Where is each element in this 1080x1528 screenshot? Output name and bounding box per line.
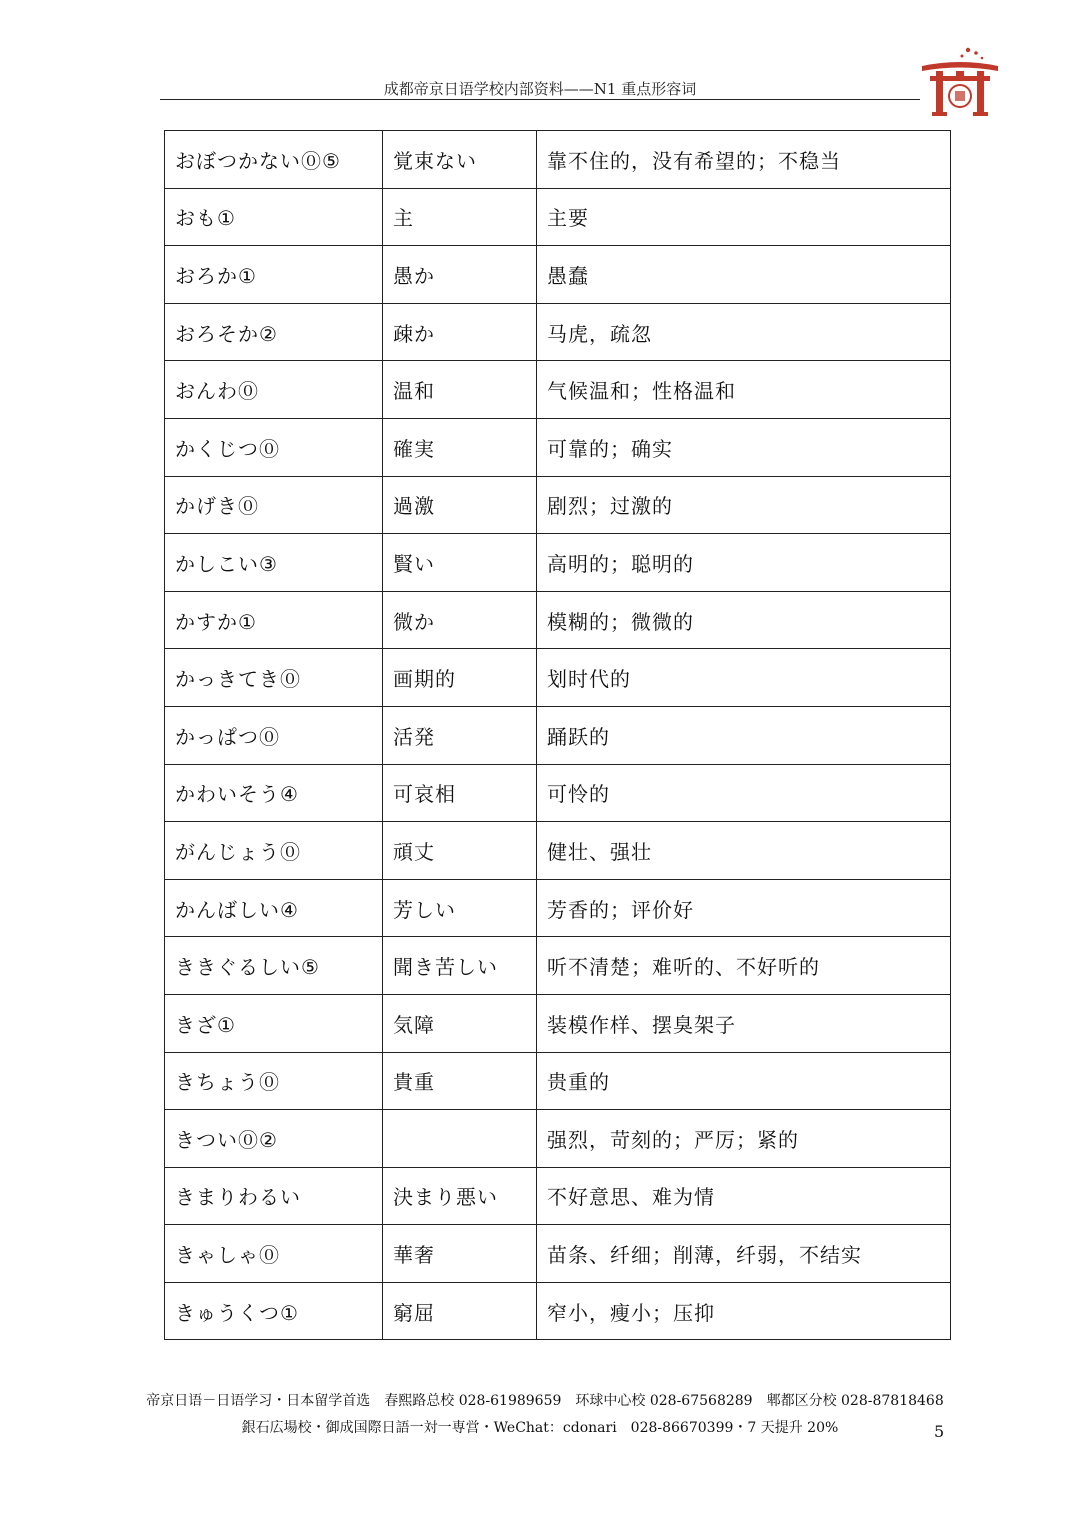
meaning-cell: 可怜的 [537, 764, 951, 822]
kanji-cell: 決まり悪い [383, 1167, 537, 1225]
header-title: 成都帝京日语学校内部资料——N1 重点形容词 [383, 80, 697, 98]
meaning-cell: 听不清楚；难听的、不好听的 [537, 937, 951, 995]
table-row [165, 591, 951, 649]
kanji-cell: 画期的 [383, 649, 537, 707]
reading-cell: かしこい③ [165, 534, 383, 592]
reading-cell: かげき⓪ [165, 476, 383, 534]
table-row [165, 649, 951, 707]
kanji-cell: 賢い [383, 534, 537, 592]
reading-cell: きつい⓪② [165, 1110, 383, 1168]
table-row [165, 1225, 951, 1283]
kanji-cell: 貴重 [383, 1052, 537, 1110]
meaning-cell: 踊跃的 [537, 706, 951, 764]
table-row [165, 937, 951, 995]
table-row [165, 534, 951, 592]
kanji-cell: 芳しい [383, 879, 537, 937]
reading-cell: かすか① [165, 591, 383, 649]
table-row [165, 476, 951, 534]
footer-contact-line: 帝京日语－日语学习・日本留学首选 春熙路总校 028-61989659 环球中心校 028-67568289 郫都区分校 028-87818468 [146, 1393, 944, 1409]
meaning-cell: 强烈，苛刻的；严厉；紧的 [537, 1110, 951, 1168]
reading-cell: かっきてき⓪ [165, 649, 383, 707]
kanji-cell: 疎か [383, 303, 537, 361]
meaning-cell: 气候温和；性格温和 [537, 361, 951, 419]
meaning-cell: 愚蠢 [537, 246, 951, 304]
meaning-cell: 贵重的 [537, 1052, 951, 1110]
meaning-cell: 模糊的；微微的 [537, 591, 951, 649]
reading-cell: かわいそう④ [165, 764, 383, 822]
table-row [165, 246, 951, 304]
meaning-cell: 不好意思、难为情 [537, 1167, 951, 1225]
table-row [165, 1167, 951, 1225]
meaning-cell: 苗条、纤细；削薄，纤弱，不结实 [537, 1225, 951, 1283]
table-row [165, 994, 951, 1052]
kanji-cell: 華奢 [383, 1225, 537, 1283]
kanji-cell: 可哀相 [383, 764, 537, 822]
kanji-cell: 主 [383, 188, 537, 246]
kanji-cell [383, 1110, 537, 1168]
table-row [165, 706, 951, 764]
meaning-cell: 剧烈；过激的 [537, 476, 951, 534]
kanji-cell: 微か [383, 591, 537, 649]
meaning-cell: 健壮、强壮 [537, 822, 951, 880]
kanji-cell: 温和 [383, 361, 537, 419]
meaning-cell: 划时代的 [537, 649, 951, 707]
kanji-cell: 覚束ない [383, 131, 537, 189]
table-row [165, 361, 951, 419]
footer-branch-line: 銀石広場校・御成国際日語一対一専営・WeChat：cdonari 028-86670399・7 天提升 20% [241, 1420, 839, 1436]
meaning-cell: 可靠的；确实 [537, 418, 951, 476]
reading-cell: きざ① [165, 994, 383, 1052]
kanji-cell: 窮屈 [383, 1282, 537, 1340]
kanji-cell: 確実 [383, 418, 537, 476]
table-row [165, 822, 951, 880]
kanji-cell: 過激 [383, 476, 537, 534]
meaning-cell: 装模作样、摆臭架子 [537, 994, 951, 1052]
reading-cell: おも① [165, 188, 383, 246]
table-row [165, 1282, 951, 1340]
kanji-cell: 活発 [383, 706, 537, 764]
kanji-cell: 聞き苦しい [383, 937, 537, 995]
reading-cell: かくじつ⓪ [165, 418, 383, 476]
torii-gate-icon [918, 44, 1002, 120]
reading-cell: おんわ⓪ [165, 361, 383, 419]
reading-cell: おろか① [165, 246, 383, 304]
table-row [165, 303, 951, 361]
kanji-cell: 愚か [383, 246, 537, 304]
table-row [165, 1052, 951, 1110]
page-number: 5 [934, 1422, 945, 1441]
header-rule [160, 99, 920, 100]
meaning-cell: 马虎，疏忽 [537, 303, 951, 361]
vocabulary-table [164, 130, 951, 1340]
reading-cell: おろそか② [165, 303, 383, 361]
table-row [165, 418, 951, 476]
reading-cell: かんばしい④ [165, 879, 383, 937]
kanji-cell: 頑丈 [383, 822, 537, 880]
meaning-cell: 主要 [537, 188, 951, 246]
reading-cell: きゃしゃ⓪ [165, 1225, 383, 1283]
reading-cell: きちょう⓪ [165, 1052, 383, 1110]
meaning-cell: 窄小，瘦小；压抑 [537, 1282, 951, 1340]
meaning-cell: 靠不住的，没有希望的；不稳当 [537, 131, 951, 189]
meaning-cell: 芳香的；评价好 [537, 879, 951, 937]
table-row [165, 188, 951, 246]
reading-cell: きゅうくつ① [165, 1282, 383, 1340]
reading-cell: がんじょう⓪ [165, 822, 383, 880]
reading-cell: ききぐるしい⑤ [165, 937, 383, 995]
table-row [165, 131, 951, 189]
table-row [165, 1110, 951, 1168]
reading-cell: きまりわるい [165, 1167, 383, 1225]
reading-cell: かっぱつ⓪ [165, 706, 383, 764]
table-row [165, 764, 951, 822]
kanji-cell: 気障 [383, 994, 537, 1052]
meaning-cell: 高明的；聪明的 [537, 534, 951, 592]
reading-cell: おぼつかない⓪⑤ [165, 131, 383, 189]
table-row [165, 879, 951, 937]
